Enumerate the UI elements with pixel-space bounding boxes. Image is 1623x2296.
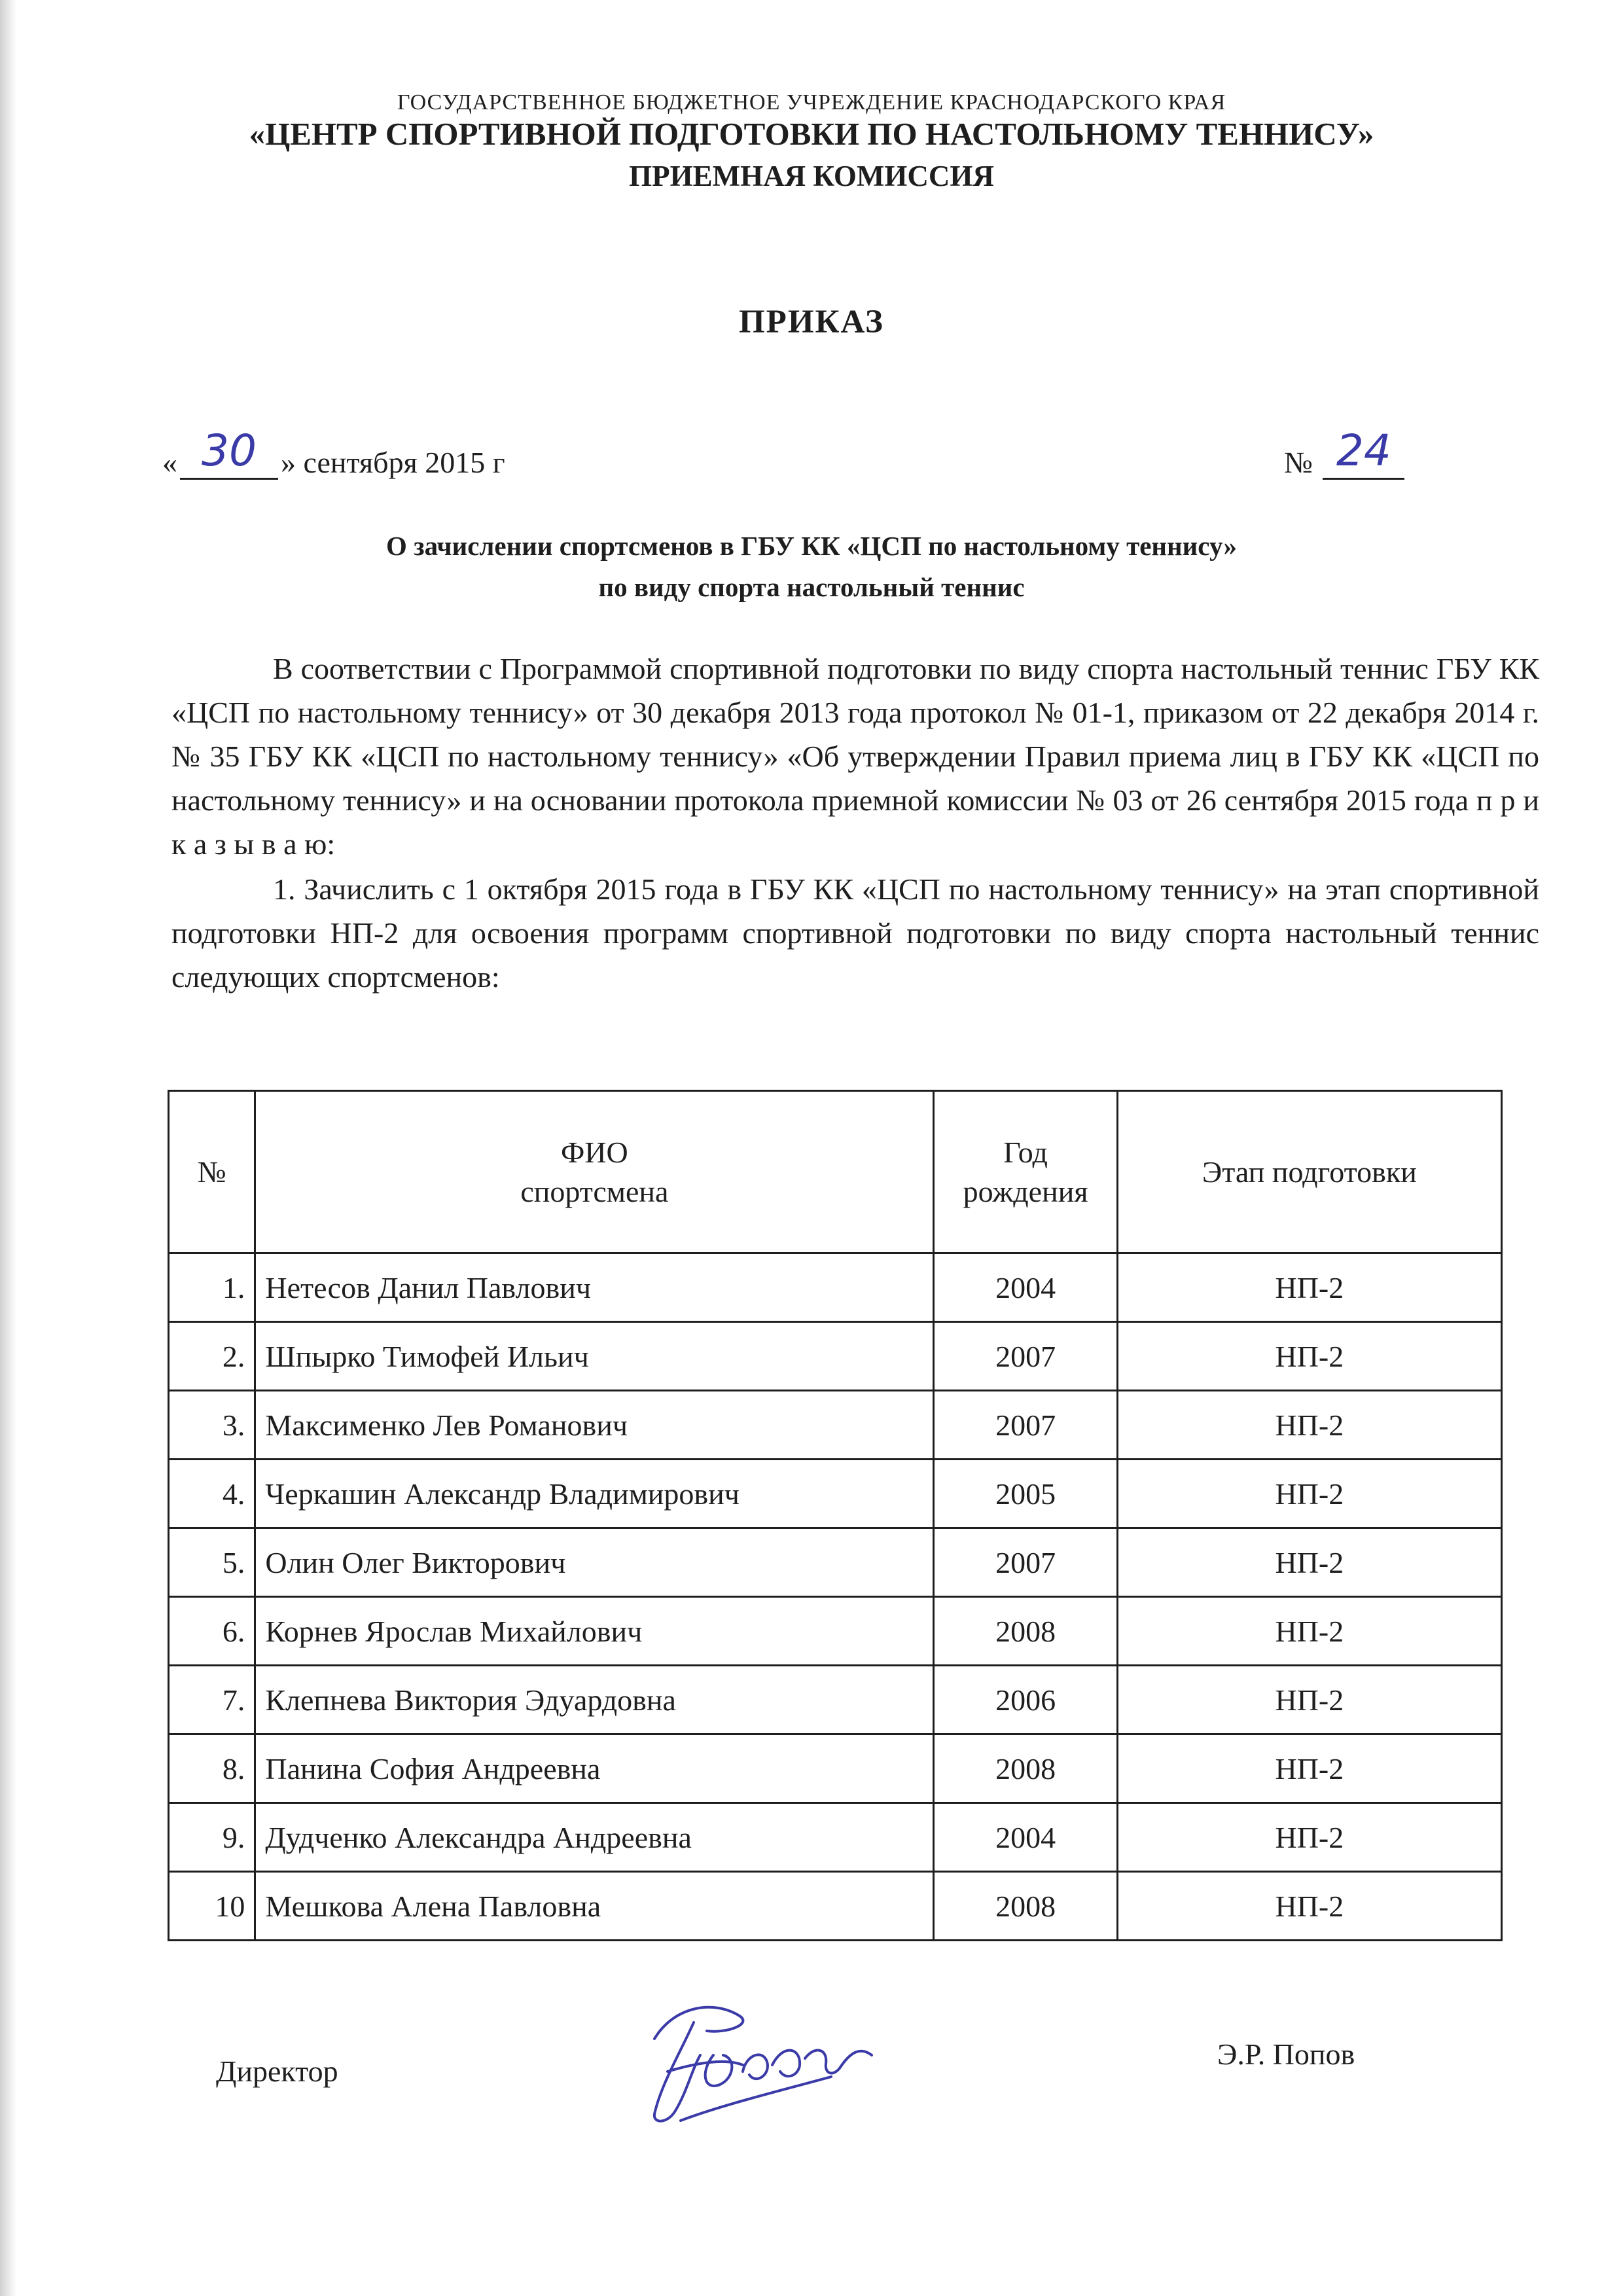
row-year: 2004 — [934, 1253, 1117, 1322]
row-stage: НП-2 — [1117, 1803, 1501, 1872]
commission-name: ПРИЕМНАЯ КОМИССИЯ — [629, 160, 994, 192]
header-year-line1: Год — [1003, 1135, 1048, 1169]
row-name: Шпырко Тимофей Ильич — [255, 1322, 934, 1391]
date-open-quote: « — [162, 446, 177, 479]
row-year: 2006 — [934, 1666, 1117, 1734]
row-name: Панина София Андреевна — [255, 1734, 934, 1803]
header-name — [255, 1091, 934, 1253]
row-stage: НП-2 — [1117, 1734, 1501, 1803]
row-num: 5. — [169, 1528, 255, 1597]
row-num: 9. — [169, 1803, 255, 1872]
director-label: Директор — [216, 2054, 338, 2088]
row-name: Олин Олег Викторович — [255, 1528, 934, 1597]
row-stage: НП-2 — [1117, 1391, 1501, 1460]
row-num: 3. — [169, 1391, 255, 1460]
header-name-line1: ФИО — [560, 1135, 628, 1169]
table-row — [169, 1391, 1502, 1460]
row-num: 2. — [169, 1322, 255, 1391]
row-year: 2007 — [934, 1528, 1117, 1597]
row-stage: НП-2 — [1117, 1872, 1501, 1941]
row-year: 2005 — [934, 1460, 1117, 1528]
row-stage: НП-2 — [1117, 1528, 1501, 1597]
row-name: Черкашин Александр Владимирович — [255, 1460, 934, 1528]
row-year: 2007 — [934, 1391, 1117, 1460]
row-name: Корнев Ярослав Михайлович — [255, 1597, 934, 1666]
director-signature — [615, 1993, 890, 2137]
table-row — [169, 1460, 1502, 1528]
scan-edge-shadow — [0, 0, 17, 2296]
table-row — [169, 1597, 1502, 1666]
row-num: 10 — [169, 1872, 255, 1941]
row-year: 2008 — [934, 1734, 1117, 1803]
header-name-line2: спортсмена — [520, 1174, 669, 1208]
director-name: Э.Р. Попов — [1217, 2037, 1355, 2071]
table-row — [169, 1666, 1502, 1734]
row-num: 1. — [169, 1253, 255, 1322]
number-blank — [1323, 425, 1404, 480]
row-stage: НП-2 — [1117, 1666, 1501, 1734]
row-num: 4. — [169, 1460, 255, 1528]
date-day-handwritten: 30 — [202, 425, 257, 476]
subject-line-1: О зачислении спортсменов в ГБУ КК «ЦСП по настольному теннису» — [386, 531, 1237, 561]
row-stage: НП-2 — [1117, 1253, 1501, 1322]
number-handwritten: 24 — [1336, 425, 1391, 476]
table-row — [169, 1322, 1502, 1391]
header-stage: Этап подготовки — [1117, 1091, 1501, 1253]
date-day-blank — [180, 425, 278, 480]
row-year: 2004 — [934, 1803, 1117, 1872]
row-name: Максименко Лев Романович — [255, 1391, 934, 1460]
row-num: 6. — [169, 1597, 255, 1666]
number-sign: № — [1284, 446, 1313, 479]
header-year — [934, 1091, 1117, 1253]
header-year-line2: рождения — [963, 1174, 1088, 1208]
row-num: 7. — [169, 1666, 255, 1734]
table-row — [169, 1528, 1502, 1597]
row-name: Мешкова Алена Павловна — [255, 1872, 934, 1941]
row-name: Дудченко Александра Андреевна — [255, 1803, 934, 1872]
table-row — [169, 1734, 1502, 1803]
row-name: Клепнева Виктория Эдуардовна — [255, 1666, 934, 1734]
document-date — [162, 425, 505, 480]
organization-name: ГОСУДАРСТВЕННОЕ БЮДЖЕТНОЕ УЧРЕЖДЕНИЕ КРАСНОДАРСКОГО КРАЯ — [397, 90, 1226, 115]
row-stage: НП-2 — [1117, 1322, 1501, 1391]
subject-line-2: по виду спорта настольный теннис — [598, 572, 1025, 602]
athletes-table — [168, 1090, 1503, 1941]
table-row — [169, 1253, 1502, 1322]
row-year: 2008 — [934, 1597, 1117, 1666]
date-rest: » сентября 2015 г — [281, 446, 505, 479]
row-year: 2008 — [934, 1872, 1117, 1941]
center-name: «ЦЕНТР СПОРТИВНОЙ ПОДГОТОВКИ ПО НАСТОЛЬНОМУ ТЕННИСУ» — [249, 116, 1374, 152]
header-num: № — [169, 1091, 255, 1253]
row-num: 8. — [169, 1734, 255, 1803]
table-row — [169, 1803, 1502, 1872]
row-stage: НП-2 — [1117, 1460, 1501, 1528]
order-paragraph-1: В соответствии с Программой спортивной подготовки по виду спорта настольный теннис ГБУ КК «ЦСП по настольному теннису» от 30 декабря 2013 года протокол № 01-1, приказом от 22 декабря 2014 г. № 35 ГБУ КК «ЦСП по настольному теннису» «Об утверждении Правил приема лиц в ГБУ КК «ЦСП по настольному теннису» и на основании протокола приемной комиссии № 03 от 26 сентября 2015 года п р и к а з ы в а ю: — [171, 652, 1539, 861]
document-number — [1284, 425, 1407, 480]
row-stage: НП-2 — [1117, 1597, 1501, 1666]
order-paragraph-2: 1. Зачислить с 1 октября 2015 года в ГБУ КК «ЦСП по настольному теннису» на этап спортивной подготовки НП-2 для освоения программ спортивной подготовки по виду спорта настольный теннис следующих спортсменов: — [171, 872, 1539, 994]
document-title: ПРИКАЗ — [739, 304, 884, 340]
row-name: Нетесов Данил Павлович — [255, 1253, 934, 1322]
table-header-row — [169, 1091, 1502, 1253]
order-body — [171, 647, 1539, 999]
row-year: 2007 — [934, 1322, 1117, 1391]
table-row — [169, 1872, 1502, 1941]
